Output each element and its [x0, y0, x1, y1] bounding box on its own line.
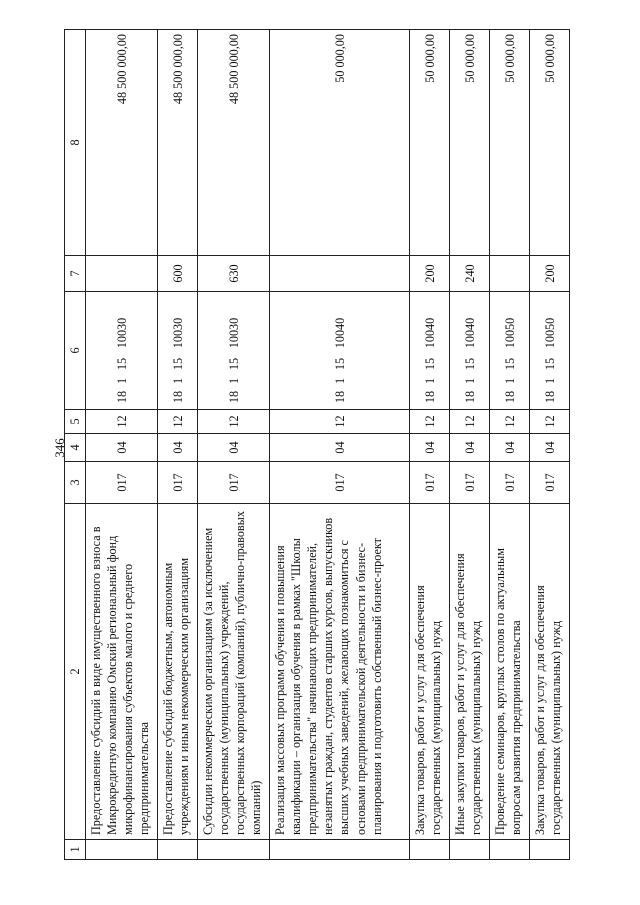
- cell-amount: 48 500 000,00: [198, 30, 270, 256]
- cell-admin-code: 017: [270, 462, 410, 504]
- cell-subsection: 12: [530, 410, 570, 434]
- cell-col1: [490, 840, 530, 860]
- cell-target-article: 1811510050: [530, 292, 570, 410]
- cell-amount: 50 000,00: [270, 30, 410, 256]
- table-row: [270, 30, 410, 860]
- cell-subsection: 12: [86, 410, 158, 434]
- cell-description: Проведение семинаров, круглых столов по актуальным вопросам развития предпринимательства: [490, 504, 530, 840]
- cell-description: Субсидии некоммерческим организациям (за исключением государственных (муниципальных) учреждений, государственных корпораций (компаний), публично-правовых компаний): [198, 504, 270, 840]
- budget-table-sheet: [64, 30, 612, 860]
- cell-subsection: 12: [198, 410, 270, 434]
- cell-description: Реализация массовых программ обучения и повышения квалификации – организация обучения в рамках "Школы предпринимательства" начинающих предпринимателей, незанятых граждан, студентов старших курсов, выпускников высших учебных заведений, желающих познакомиться с основами предпринимательской деятельности и бизнес-планирования и подготовить собственный бизнес-проект: [270, 504, 410, 840]
- cell-target-article: 1811510030: [86, 292, 158, 410]
- cell-description: Закупка товаров, работ и услуг для обеспечения государственных (муниципальных) нужд: [410, 504, 450, 840]
- cell-description: Предоставление субсидий в виде имущественного взноса в Микрокредитную компанию Омский региональный фонд микрофинансирования субъектов малого и среднего предпринимательства: [86, 504, 158, 840]
- cell-description: Иные закупки товаров, работ и услуг для обеспечения государственных (муниципальных) нужд: [450, 504, 490, 840]
- header-col-1: 1: [65, 840, 86, 860]
- header-col-2: 2: [65, 504, 86, 840]
- cell-admin-code: 017: [410, 462, 450, 504]
- header-col-3: 3: [65, 462, 86, 504]
- cell-expense-type: 600: [158, 256, 198, 292]
- header-col-4: 4: [65, 434, 86, 462]
- cell-expense-type: 240: [450, 256, 490, 292]
- cell-admin-code: 017: [198, 462, 270, 504]
- table-row: [198, 30, 270, 860]
- cell-section: 04: [410, 434, 450, 462]
- cell-target-article: 1811510040: [410, 292, 450, 410]
- cell-amount: 50 000,00: [450, 30, 490, 256]
- cell-description: Закупка товаров, работ и услуг для обеспечения государственных (муниципальных) нужд: [530, 504, 570, 840]
- cell-target-article: 1811510050: [490, 292, 530, 410]
- cell-col1: [86, 840, 158, 860]
- cell-expense-type: [86, 256, 158, 292]
- cell-subsection: 12: [490, 410, 530, 434]
- cell-section: 04: [198, 434, 270, 462]
- cell-subsection: 12: [450, 410, 490, 434]
- cell-target-article: 1811510040: [450, 292, 490, 410]
- cell-admin-code: 017: [450, 462, 490, 504]
- header-col-5: 5: [65, 410, 86, 434]
- cell-amount: 48 500 000,00: [86, 30, 158, 256]
- header-col-8: 8: [65, 30, 86, 256]
- cell-section: 04: [158, 434, 198, 462]
- cell-col1: [198, 840, 270, 860]
- cell-expense-type: [270, 256, 410, 292]
- cell-col1: [410, 840, 450, 860]
- table-row: [410, 30, 450, 860]
- cell-col1: [158, 840, 198, 860]
- cell-target-article: 1811510030: [198, 292, 270, 410]
- table-row: [530, 30, 570, 860]
- cell-section: 04: [270, 434, 410, 462]
- cell-amount: 50 000,00: [530, 30, 570, 256]
- budget-table: [64, 29, 570, 860]
- cell-section: 04: [490, 434, 530, 462]
- cell-admin-code: 017: [86, 462, 158, 504]
- cell-subsection: 12: [270, 410, 410, 434]
- cell-section: 04: [530, 434, 570, 462]
- cell-section: 04: [86, 434, 158, 462]
- cell-col1: [530, 840, 570, 860]
- cell-subsection: 12: [158, 410, 198, 434]
- cell-admin-code: 017: [490, 462, 530, 504]
- cell-expense-type: 630: [198, 256, 270, 292]
- table-row: [86, 30, 158, 860]
- cell-section: 04: [450, 434, 490, 462]
- page-number: 346: [52, 438, 67, 458]
- header-col-6: 6: [65, 292, 86, 410]
- cell-expense-type: 200: [410, 256, 450, 292]
- table-row: [450, 30, 490, 860]
- cell-description: Предоставление субсидий бюджетным, автономным учреждениям и иным некоммерческим организациям: [158, 504, 198, 840]
- cell-amount: 48 500 000,00: [158, 30, 198, 256]
- cell-subsection: 12: [410, 410, 450, 434]
- cell-amount: 50 000,00: [490, 30, 530, 256]
- cell-amount: 50 000,00: [410, 30, 450, 256]
- cell-target-article: 1811510040: [270, 292, 410, 410]
- cell-col1: [270, 840, 410, 860]
- cell-expense-type: 200: [530, 256, 570, 292]
- cell-target-article: 1811510030: [158, 292, 198, 410]
- table-row: [490, 30, 530, 860]
- header-col-7: 7: [65, 256, 86, 292]
- cell-admin-code: 017: [158, 462, 198, 504]
- cell-col1: [450, 840, 490, 860]
- cell-expense-type: [490, 256, 530, 292]
- cell-admin-code: 017: [530, 462, 570, 504]
- table-row: [158, 30, 198, 860]
- header-row: [65, 30, 86, 860]
